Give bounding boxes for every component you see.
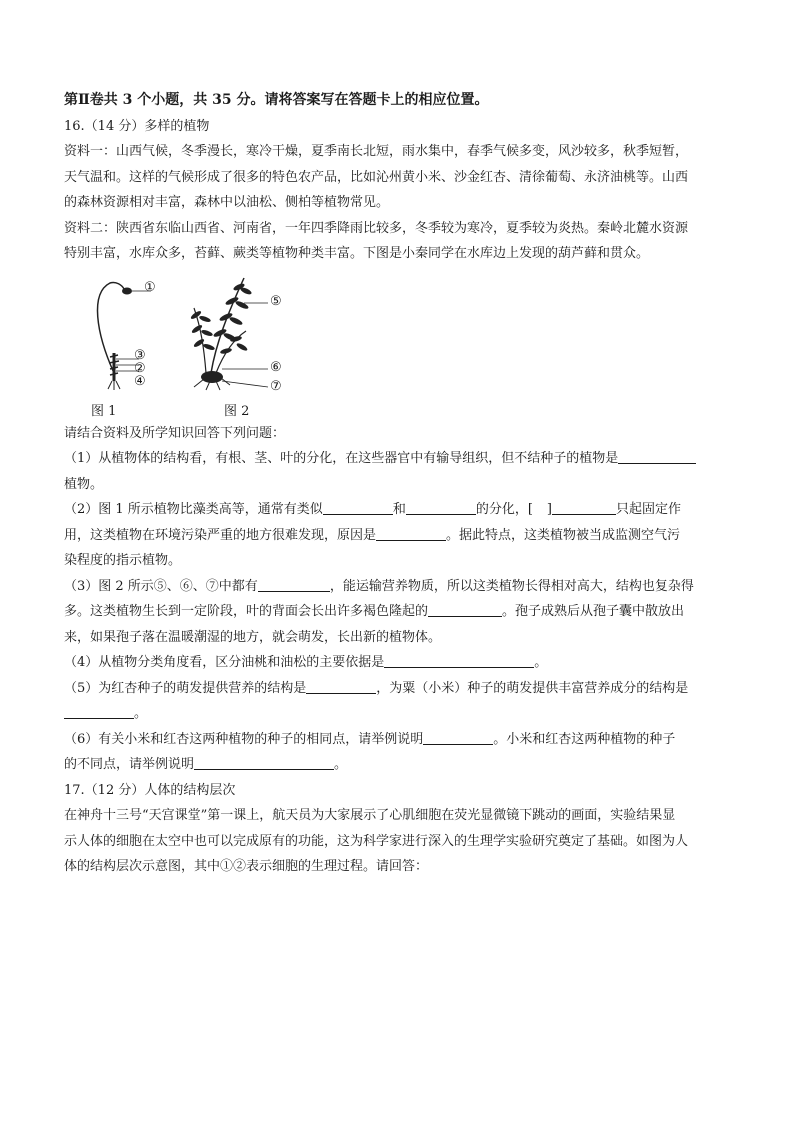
part-1-text-b: 植物。: [64, 476, 104, 492]
part-6-line-2: [64, 752, 734, 778]
part-4-text-a: （4）从植物分类角度看，区分油桃和油松的主要依据是: [64, 655, 385, 670]
part-3-line-2: [64, 599, 734, 625]
plant-figures: [64, 273, 734, 421]
part-2-text-g: 。据此特点，这类植物被当成监测空气污: [446, 527, 681, 543]
figure-marker-4: ④: [134, 373, 146, 389]
answer-blank[interactable]: [306, 679, 376, 694]
part-1-line-1: [64, 446, 734, 472]
part-2-line-3: [64, 548, 734, 574]
part-2-text-f: 用，这类植物在环境污染严重的地方很难发现，原因是: [64, 527, 377, 543]
answer-blank[interactable]: [406, 500, 476, 515]
fern-drawing: [190, 278, 268, 390]
part-4-line-1: [64, 650, 734, 676]
answer-blank[interactable]: [376, 526, 446, 541]
figure-marker-3: ③: [134, 347, 146, 363]
part-2-line-1: [64, 497, 734, 523]
figure-marker-1: ①: [144, 279, 156, 295]
exam-page: [64, 88, 734, 880]
answer-blank[interactable]: [552, 500, 616, 515]
part-3-text-b: ，能运输营养物质，所以这类植物长得相对高大，结构也复杂得: [329, 578, 694, 594]
figure-2-caption: 图 2: [224, 403, 250, 419]
figure-1-caption: 图 1: [91, 403, 117, 419]
part-3-text-c: 多。这类植物生长到一定阶段，叶的背面会长出许多褐色隆起的: [64, 604, 429, 619]
part-6-text-b: 。小米和红杏这两种植物的种子: [493, 731, 676, 747]
figure-marker-2: ②: [134, 360, 146, 376]
answer-blank[interactable]: [64, 704, 134, 719]
part-5-text-b: ，为粟（小米）种子的萌发提供丰富营养成分的结构是: [376, 680, 689, 696]
part-5-line-1: [64, 676, 734, 702]
answer-blank[interactable]: [423, 730, 493, 745]
material-2-line-2: 特别丰富，水库众多，苔藓、蕨类等植物种类丰富。下图是小秦同学在水库边上发现的葫芦藓和贯众。: [64, 246, 650, 261]
moss-and-fern-illustration: [76, 273, 316, 393]
part-3-text-d: 。孢子成熟后从孢子囊中散放出: [502, 604, 685, 619]
question-17-line-2: 示人体的细胞在太空中也可以完成原有的功能，这为科学家进行深入的生理学实验研究奠定了基础。如图为人: [64, 833, 689, 849]
answer-blank[interactable]: [258, 577, 330, 592]
part-6-text-c: 的不同点，请举例说明: [64, 757, 195, 772]
part-5-line-2: [64, 701, 734, 727]
figure-marker-5: ⑤: [270, 293, 282, 309]
answer-blank[interactable]: [194, 755, 334, 770]
part-2-text-b: 和: [392, 502, 406, 517]
part-3-text-e: 来，如果孢子落在温暖潮湿的地方，就会萌发，长出新的植物体。: [64, 629, 442, 645]
material-2-line-1: 资料二：陕西省东临山西省、河南省，一年四季降雨比较多，冬季较为寒冷，夏季较为炎热。秦岭北麓水资源: [64, 220, 689, 236]
part-6-line-1: [64, 727, 734, 753]
part-2-text-d: ]: [546, 502, 552, 517]
answer-blank[interactable]: [618, 449, 696, 464]
section-header: 第Ⅱ卷共 3 个小题，共 35 分。请将答案写在答题卡上的相应位置。: [64, 92, 489, 108]
figure-marker-7: ⑦: [270, 378, 282, 394]
part-6-text-d: 。: [334, 757, 348, 772]
part-4-text-b: 。: [534, 655, 548, 670]
part-2-text-a: （2）图 1 所示植物比藻类高等，通常有类似: [64, 502, 323, 517]
part-3-line-3: [64, 625, 734, 651]
part-5-text-c: 。: [134, 706, 148, 721]
part-2-text-c: 的分化，[: [475, 502, 533, 517]
material-1-line-1: 资料一：山西气候，冬季漫长，寒冷干燥，夏季南长北短，雨水集中，春季气候多变，风沙较多，秋季短暂，: [64, 144, 689, 159]
material-1-line-2: 天气温和。这样的气候形成了很多的特色农产品，比如沁州黄小米、沙金红杏、清徐葡萄、永济油桃等。山西: [64, 169, 689, 185]
part-1-line-2: [64, 472, 734, 498]
part-5-text-a: （5）为红杏种子的萌发提供营养的结构是: [64, 680, 307, 696]
part-1-text-a: （1）从植物体的结构看，有根、茎、叶的分化，在这些器官中有输导组织，但不结种子的植物是: [64, 451, 619, 466]
part-2-line-2: [64, 523, 734, 549]
part-6-text-a: （6）有关小米和红杏这两种植物的种子的相同点，请举例说明: [64, 731, 424, 747]
answer-blank[interactable]: [323, 500, 393, 515]
question-17-line-3: 体的结构层次示意图，其中①②表示细胞的生理过程。请回答：: [64, 859, 429, 874]
part-2-text-h: 染程度的指示植物。: [64, 553, 182, 568]
instructions: 请结合资料及所学知识回答下列问题：: [64, 425, 286, 441]
part-3-line-1: [64, 574, 734, 600]
question-17-line-1: 在神舟十三号“天宫课堂”第一课上，航天员为大家展示了心肌细胞在荧光显微镜下跳动的画面，实验结果显: [64, 808, 676, 823]
figure-marker-6: ⑥: [270, 359, 282, 375]
answer-blank[interactable]: [384, 653, 534, 668]
material-1-line-3: 的森林资源相对丰富，森林中以油松、侧柏等植物常见。: [64, 195, 390, 210]
part-2-text-e: 只起固定作: [615, 502, 681, 517]
question-17-title: 17.（12 分）人体的结构层次: [64, 782, 236, 798]
question-16-title: 16.（14 分）多样的植物: [64, 118, 210, 134]
answer-blank[interactable]: [428, 602, 502, 617]
part-3-text-a: （3）图 2 所示⑤、⑥、⑦中都有: [64, 578, 258, 594]
